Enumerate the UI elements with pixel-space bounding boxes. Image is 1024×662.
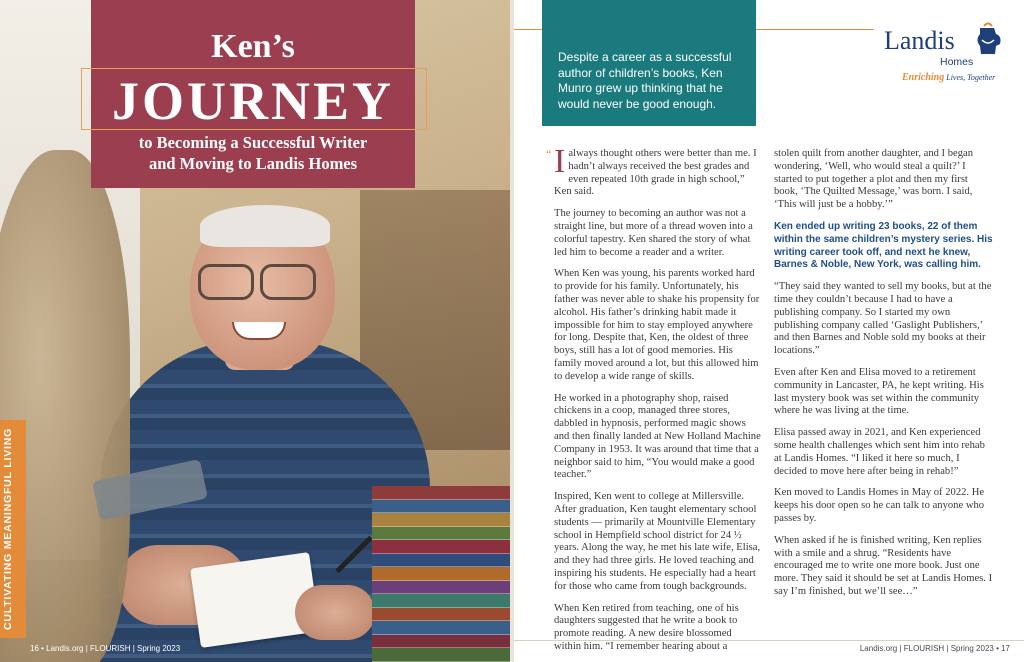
- paragraph: He worked in a photography shop, raised chickens in a coop, managed three stores, dabbled in hypnosis, performed magic shows and then finally landed at New Holland Machine Company in 1953. It was around that time that a neighbor said to him, “You would make a good teacher.”: [554, 392, 761, 481]
- paragraph-text: always thought others were better than me. I hadn’t always received the best grades and even repeated 10th grade in high school,” Ken said.: [554, 148, 757, 198]
- paragraph: Ken moved to Landis Homes in May of 2022. He keeps his door open so he can talk to anyone who passes by.: [774, 487, 985, 524]
- paragraph: When asked if he is finished writing, Ken replies with a smile and a shrug. “Residents have encouraged me to write one more book. Just one more. They said it should be set at Landis Homes. I say I’m finished, but we’ll see…”: [774, 534, 993, 597]
- paragraph: Elisa passed away in 2021, and Ken experienced some health challenges which sent him into rehab at Landis Homes. “I liked it here so much, I decided to move here after being in rehab!”: [774, 427, 985, 477]
- pull-quote-text: Despite a career as a successful author of children’s books, Ken Munro grew up thinking that he would never be good enough.: [558, 50, 732, 111]
- opening-quote-mark: “: [546, 147, 552, 161]
- logo-sub: Homes: [940, 56, 974, 68]
- book-stack: [372, 486, 510, 662]
- title-box: [91, 0, 415, 188]
- logo-tagline: [902, 72, 995, 83]
- title-line-2: JOURNEY: [111, 71, 394, 131]
- paragraph: stolen quilt from another daughter, and I began wondering, ‘Well, who would steal a quilt?’ I started to put together a plot and then my first book, ‘The Quilted Message,’ was born. I said, ‘This will just be a hobby.’”: [774, 148, 974, 211]
- title-line-1: Ken’s: [211, 28, 295, 65]
- subtitle-line-1: to Becoming a Successful Writer: [138, 133, 368, 152]
- logo-tagline-script: Enriching: [902, 72, 945, 83]
- landis-homes-logo: [884, 18, 1010, 98]
- logo-name: Landis: [884, 26, 955, 55]
- pitcher-icon: [972, 22, 1004, 56]
- man-hair: [200, 205, 330, 247]
- left-page: [0, 0, 510, 662]
- paragraph: Inspired, Ken went to college at Millersville. After graduation, Ken taught elementary school students — primarily at Mountville Elementary school in Hempfield school district for 24 ½ years. Along the way, he met his late wife, Elisa, and they had three girls. He loved teaching and inspiring his students. He especially had a heart for those who came from tough backgrounds.: [554, 491, 761, 592]
- right-page: [514, 0, 1024, 662]
- drop-cap: I: [554, 143, 566, 180]
- callout-text: Ken ended up writing 23 books, 22 of them within the same children’s mystery series. His writing career took off, and next he knew, Barnes & Noble, New York, was calling him.: [774, 220, 993, 271]
- paragraph: [554, 143, 761, 199]
- glasses: [198, 264, 318, 300]
- paragraph: “They said they wanted to sell my books, but at the time they couldn’t because I had to have a publishing company. So I started my own publishing company called ‘Gaslight Publishers,’ and then Barnes and Noble sold my books at their locations.”: [774, 281, 992, 357]
- subtitle-line-2: and Moving to Landis Homes: [148, 154, 358, 173]
- article-column-1: [546, 143, 761, 662]
- paragraph: When Ken was young, his parents worked hard to provide for his family. Unfortunately, his father was never able to shake his propensity for alcohol. His father’s drinking habit made it impossible for him to stay employed anywhere for long. Despite that, Ken, the oldest of three boys, still has a lot of good memories. His family moved around a lot, but this allowed him to develop a wide range of skills.: [554, 268, 760, 382]
- paragraph: The journey to becoming an author was not a straight line, but more of a thread woven into a colorful tapestry. Ken shared the story of what led him to become a reader and a writer.: [554, 208, 753, 258]
- article-column-2: [774, 148, 994, 608]
- section-side-label: CULTIVATING MEANINGFUL LIVING: [2, 427, 14, 630]
- paragraph: Even after Ken and Elisa moved to a retirement community in Lancaster, PA, he kept writing. His last mystery book was set within the community where he was living at the time.: [774, 366, 984, 417]
- man-right-hand: [295, 585, 375, 640]
- paragraph: When Ken retired from teaching, one of his daughters suggested that he write a book to promote reading. A new desire blossomed within him. “I remember hearing about a: [554, 602, 739, 652]
- logo-tagline-rest: Lives, Together: [946, 73, 996, 82]
- footer-left: 16 • Landis.org | FLOURISH | Spring 2023: [30, 644, 181, 653]
- footer-right: Landis.org | FLOURISH | Spring 2023 • 17: [859, 644, 1010, 653]
- bottom-rule: [514, 640, 1024, 641]
- title-subtitle: [91, 132, 415, 174]
- pull-quote-box: [542, 0, 756, 126]
